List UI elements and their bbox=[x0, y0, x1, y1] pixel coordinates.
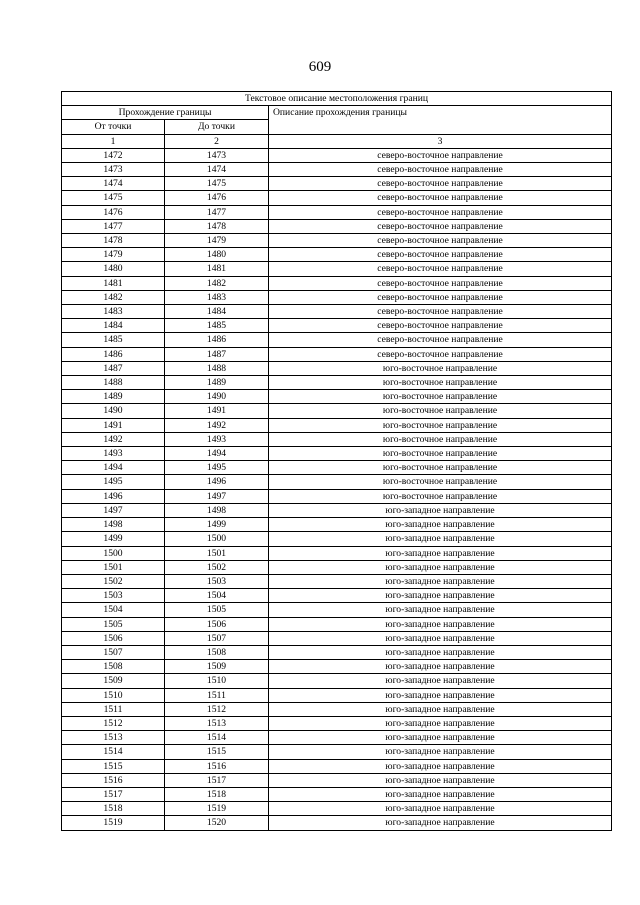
table-body bbox=[62, 148, 612, 830]
table-row bbox=[62, 404, 612, 418]
from-point-cell: 1507 bbox=[62, 645, 165, 659]
direction-cell: юго-западное направление bbox=[269, 688, 612, 702]
direction-cell: юго-западное направление bbox=[269, 532, 612, 546]
direction-cell: юго-восточное направление bbox=[269, 447, 612, 461]
to-point-cell: 1484 bbox=[165, 305, 269, 319]
direction-cell: юго-западное направление bbox=[269, 546, 612, 560]
from-point-cell: 1505 bbox=[62, 617, 165, 631]
table-row bbox=[62, 716, 612, 730]
from-point-cell: 1494 bbox=[62, 461, 165, 475]
to-point-cell: 1485 bbox=[165, 319, 269, 333]
table-row bbox=[62, 518, 612, 532]
from-point-cell: 1511 bbox=[62, 702, 165, 716]
from-point-cell: 1483 bbox=[62, 305, 165, 319]
from-point-cell: 1496 bbox=[62, 489, 165, 503]
table-title-row bbox=[62, 92, 612, 106]
direction-cell: северо-восточное направление bbox=[269, 177, 612, 191]
to-point-cell: 1516 bbox=[165, 759, 269, 773]
to-point-cell: 1519 bbox=[165, 802, 269, 816]
table-row bbox=[62, 560, 612, 574]
from-point-cell: 1515 bbox=[62, 759, 165, 773]
from-point-cell: 1501 bbox=[62, 560, 165, 574]
direction-cell: юго-западное направление bbox=[269, 560, 612, 574]
direction-cell: юго-восточное направление bbox=[269, 475, 612, 489]
table-row bbox=[62, 248, 612, 262]
to-point-cell: 1502 bbox=[165, 560, 269, 574]
direction-cell: юго-западное направление bbox=[269, 674, 612, 688]
from-point-cell: 1516 bbox=[62, 773, 165, 787]
to-point-cell: 1517 bbox=[165, 773, 269, 787]
from-point-cell: 1502 bbox=[62, 574, 165, 588]
from-point-cell: 1477 bbox=[62, 219, 165, 233]
direction-cell: юго-восточное направление bbox=[269, 361, 612, 375]
table-row bbox=[62, 546, 612, 560]
table-row bbox=[62, 432, 612, 446]
direction-cell: северо-восточное направление bbox=[269, 262, 612, 276]
from-point-cell: 1498 bbox=[62, 518, 165, 532]
from-point-cell: 1495 bbox=[62, 475, 165, 489]
to-point-cell: 1487 bbox=[165, 347, 269, 361]
to-point-cell: 1486 bbox=[165, 333, 269, 347]
to-point-cell: 1488 bbox=[165, 361, 269, 375]
from-point-cell: 1475 bbox=[62, 191, 165, 205]
direction-cell: юго-восточное направление bbox=[269, 489, 612, 503]
table-row bbox=[62, 290, 612, 304]
table-title: Текстовое описание местоположения границ bbox=[62, 92, 612, 106]
from-point-cell: 1493 bbox=[62, 447, 165, 461]
to-point-cell: 1483 bbox=[165, 290, 269, 304]
direction-cell: северо-восточное направление bbox=[269, 148, 612, 162]
to-point-cell: 1500 bbox=[165, 532, 269, 546]
to-point-cell: 1494 bbox=[165, 447, 269, 461]
from-point-cell: 1487 bbox=[62, 361, 165, 375]
table-row bbox=[62, 589, 612, 603]
table-row bbox=[62, 205, 612, 219]
from-point-cell: 1519 bbox=[62, 816, 165, 830]
to-point-cell: 1493 bbox=[165, 432, 269, 446]
table-row bbox=[62, 177, 612, 191]
to-point-cell: 1489 bbox=[165, 376, 269, 390]
direction-cell: северо-восточное направление bbox=[269, 248, 612, 262]
direction-cell: северо-восточное направление bbox=[269, 163, 612, 177]
to-point-cell: 1492 bbox=[165, 418, 269, 432]
table-row bbox=[62, 489, 612, 503]
direction-cell: юго-западное направление bbox=[269, 574, 612, 588]
direction-cell: юго-западное направление bbox=[269, 631, 612, 645]
from-point-cell: 1482 bbox=[62, 290, 165, 304]
to-point-cell: 1503 bbox=[165, 574, 269, 588]
to-point-cell: 1478 bbox=[165, 219, 269, 233]
from-point-cell: 1512 bbox=[62, 716, 165, 730]
direction-cell: юго-западное направление bbox=[269, 759, 612, 773]
table-row bbox=[62, 574, 612, 588]
table-row bbox=[62, 418, 612, 432]
direction-cell: северо-восточное направление bbox=[269, 319, 612, 333]
direction-cell: юго-восточное направление bbox=[269, 432, 612, 446]
from-point-cell: 1480 bbox=[62, 262, 165, 276]
from-point-cell: 1500 bbox=[62, 546, 165, 560]
table-row bbox=[62, 631, 612, 645]
to-point-cell: 1506 bbox=[165, 617, 269, 631]
direction-cell: юго-западное направление bbox=[269, 603, 612, 617]
from-point-cell: 1508 bbox=[62, 660, 165, 674]
from-point-cell: 1503 bbox=[62, 589, 165, 603]
to-point-cell: 1509 bbox=[165, 660, 269, 674]
to-point-cell: 1496 bbox=[165, 475, 269, 489]
to-point-cell: 1518 bbox=[165, 787, 269, 801]
direction-cell: северо-восточное направление bbox=[269, 333, 612, 347]
direction-cell: северо-восточное направление bbox=[269, 234, 612, 248]
to-point-cell: 1508 bbox=[165, 645, 269, 659]
direction-cell: юго-западное направление bbox=[269, 731, 612, 745]
direction-cell: юго-западное направление bbox=[269, 589, 612, 603]
boundary-passage-header: Прохождение границы bbox=[62, 106, 269, 120]
table-row bbox=[62, 305, 612, 319]
from-point-cell: 1492 bbox=[62, 432, 165, 446]
from-point-cell: 1514 bbox=[62, 745, 165, 759]
from-point-cell: 1489 bbox=[62, 390, 165, 404]
table-row bbox=[62, 191, 612, 205]
from-point-cell: 1478 bbox=[62, 234, 165, 248]
table-row bbox=[62, 660, 612, 674]
direction-cell: юго-восточное направление bbox=[269, 376, 612, 390]
to-point-cell: 1495 bbox=[165, 461, 269, 475]
to-point-cell: 1512 bbox=[165, 702, 269, 716]
table-group-header-row bbox=[62, 106, 612, 120]
direction-cell: юго-восточное направление bbox=[269, 404, 612, 418]
table-row bbox=[62, 262, 612, 276]
table-row bbox=[62, 390, 612, 404]
direction-cell: северо-восточное направление bbox=[269, 305, 612, 319]
page-number: 609 bbox=[308, 59, 332, 75]
direction-cell: юго-восточное направление bbox=[269, 461, 612, 475]
table-row bbox=[62, 276, 612, 290]
to-point-cell: 1482 bbox=[165, 276, 269, 290]
from-point-cell: 1488 bbox=[62, 376, 165, 390]
from-point-cell: 1509 bbox=[62, 674, 165, 688]
direction-cell: северо-восточное направление bbox=[269, 347, 612, 361]
direction-cell: юго-восточное направление bbox=[269, 390, 612, 404]
table-column-number-row bbox=[62, 134, 612, 148]
from-point-cell: 1481 bbox=[62, 276, 165, 290]
from-point-cell: 1506 bbox=[62, 631, 165, 645]
from-point-cell: 1517 bbox=[62, 787, 165, 801]
to-point-cell: 1513 bbox=[165, 716, 269, 730]
table-row bbox=[62, 532, 612, 546]
table-row bbox=[62, 333, 612, 347]
table-row bbox=[62, 702, 612, 716]
from-point-cell: 1490 bbox=[62, 404, 165, 418]
direction-cell: северо-восточное направление bbox=[269, 191, 612, 205]
column-number-1: 1 bbox=[62, 134, 165, 148]
table-row bbox=[62, 603, 612, 617]
direction-cell: юго-западное направление bbox=[269, 660, 612, 674]
from-point-cell: 1485 bbox=[62, 333, 165, 347]
to-point-cell: 1505 bbox=[165, 603, 269, 617]
to-point-cell: 1511 bbox=[165, 688, 269, 702]
direction-cell: юго-западное направление bbox=[269, 645, 612, 659]
from-point-cell: 1484 bbox=[62, 319, 165, 333]
to-point-cell: 1504 bbox=[165, 589, 269, 603]
table-row bbox=[62, 617, 612, 631]
to-point-cell: 1514 bbox=[165, 731, 269, 745]
direction-cell: юго-западное направление bbox=[269, 787, 612, 801]
direction-cell: северо-восточное направление bbox=[269, 219, 612, 233]
direction-cell: юго-западное направление bbox=[269, 702, 612, 716]
table-row bbox=[62, 376, 612, 390]
to-point-cell: 1510 bbox=[165, 674, 269, 688]
from-point-cell: 1497 bbox=[62, 503, 165, 517]
table-row bbox=[62, 361, 612, 375]
direction-cell: юго-западное направление bbox=[269, 503, 612, 517]
direction-cell: юго-восточное направление bbox=[269, 418, 612, 432]
to-point-cell: 1520 bbox=[165, 816, 269, 830]
table-row bbox=[62, 148, 612, 162]
boundary-description-table bbox=[61, 91, 612, 831]
passage-description-header: Описание прохождения границы bbox=[269, 106, 612, 134]
table-row bbox=[62, 731, 612, 745]
table-row bbox=[62, 234, 612, 248]
table-row bbox=[62, 347, 612, 361]
from-point-cell: 1518 bbox=[62, 802, 165, 816]
to-point-cell: 1491 bbox=[165, 404, 269, 418]
to-point-cell: 1475 bbox=[165, 177, 269, 191]
to-point-header: До точки bbox=[165, 120, 269, 134]
table-row bbox=[62, 461, 612, 475]
direction-cell: северо-восточное направление bbox=[269, 276, 612, 290]
to-point-cell: 1480 bbox=[165, 248, 269, 262]
from-point-cell: 1472 bbox=[62, 148, 165, 162]
table-row bbox=[62, 787, 612, 801]
table-row bbox=[62, 447, 612, 461]
table-row bbox=[62, 759, 612, 773]
from-point-cell: 1486 bbox=[62, 347, 165, 361]
from-point-cell: 1491 bbox=[62, 418, 165, 432]
to-point-cell: 1474 bbox=[165, 163, 269, 177]
direction-cell: юго-западное направление bbox=[269, 745, 612, 759]
direction-cell: юго-западное направление bbox=[269, 716, 612, 730]
to-point-cell: 1498 bbox=[165, 503, 269, 517]
to-point-cell: 1499 bbox=[165, 518, 269, 532]
to-point-cell: 1481 bbox=[165, 262, 269, 276]
direction-cell: юго-западное направление bbox=[269, 816, 612, 830]
to-point-cell: 1477 bbox=[165, 205, 269, 219]
to-point-cell: 1476 bbox=[165, 191, 269, 205]
direction-cell: юго-западное направление bbox=[269, 518, 612, 532]
from-point-cell: 1510 bbox=[62, 688, 165, 702]
column-number-2: 2 bbox=[165, 134, 269, 148]
from-point-header: От точки bbox=[62, 120, 165, 134]
table-row bbox=[62, 816, 612, 830]
to-point-cell: 1479 bbox=[165, 234, 269, 248]
from-point-cell: 1474 bbox=[62, 177, 165, 191]
table-row bbox=[62, 688, 612, 702]
from-point-cell: 1504 bbox=[62, 603, 165, 617]
to-point-cell: 1497 bbox=[165, 489, 269, 503]
from-point-cell: 1479 bbox=[62, 248, 165, 262]
table-row bbox=[62, 674, 612, 688]
to-point-cell: 1490 bbox=[165, 390, 269, 404]
to-point-cell: 1473 bbox=[165, 148, 269, 162]
table-row bbox=[62, 745, 612, 759]
table-row bbox=[62, 219, 612, 233]
to-point-cell: 1507 bbox=[165, 631, 269, 645]
from-point-cell: 1513 bbox=[62, 731, 165, 745]
direction-cell: юго-западное направление bbox=[269, 617, 612, 631]
table-row bbox=[62, 503, 612, 517]
table-row bbox=[62, 319, 612, 333]
from-point-cell: 1499 bbox=[62, 532, 165, 546]
table-row bbox=[62, 475, 612, 489]
direction-cell: юго-западное направление bbox=[269, 773, 612, 787]
from-point-cell: 1476 bbox=[62, 205, 165, 219]
to-point-cell: 1515 bbox=[165, 745, 269, 759]
from-point-cell: 1473 bbox=[62, 163, 165, 177]
to-point-cell: 1501 bbox=[165, 546, 269, 560]
direction-cell: юго-западное направление bbox=[269, 802, 612, 816]
table-row bbox=[62, 802, 612, 816]
direction-cell: северо-восточное направление bbox=[269, 290, 612, 304]
table-row bbox=[62, 645, 612, 659]
table-row bbox=[62, 773, 612, 787]
table-row bbox=[62, 163, 612, 177]
column-number-3: 3 bbox=[269, 134, 612, 148]
direction-cell: северо-восточное направление bbox=[269, 205, 612, 219]
